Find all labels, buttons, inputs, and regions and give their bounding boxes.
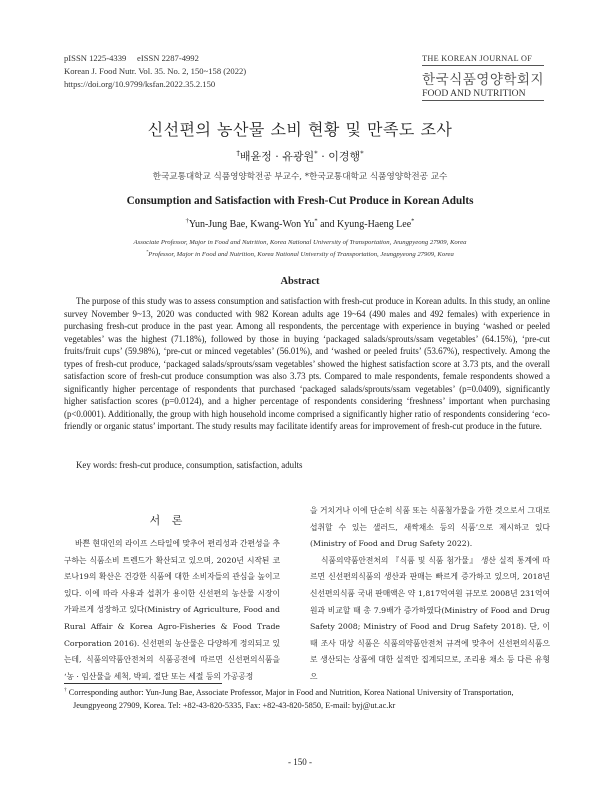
corresponding-mark: † bbox=[185, 217, 189, 225]
authors-english bbox=[0, 219, 600, 230]
footnote-divider bbox=[64, 683, 222, 684]
author-names: Yun-Jung Bae, Kwang-Won Yu bbox=[188, 219, 315, 230]
affiliation-korean: 한국교통대학교 식품영양학전공 부교수, *한국교통대학교 식품영양학전공 교수 bbox=[152, 172, 448, 182]
paragraph: 을 거치거나 이에 단순히 식품 또는 식품첨가물을 가한 것으로서 그대로 섭취할 수 있는 샐러드, 새싹채소 등의 식품’으로 제시하고 있다(Ministry of Food and Drug Safety 2022). bbox=[310, 506, 550, 549]
publication-metadata bbox=[64, 52, 246, 91]
footnote-line-2: Jeungpyeong 27909, Korea. Tel: +82-43-820-5335, Fax: +82-43-820-5850, E-mail: byj@ut.ac.kr bbox=[73, 701, 396, 711]
affiliation-mark: * bbox=[314, 148, 318, 158]
affiliation-mark: * bbox=[360, 148, 364, 158]
paper-title-english: Consumption and Satisfaction with Fresh-Cut Produce in Korean Adults bbox=[126, 195, 474, 207]
corresponding-author-footnote bbox=[64, 686, 550, 712]
author-last: · 이경행 bbox=[317, 150, 361, 163]
affiliation-mark: * bbox=[146, 248, 149, 254]
affiliation-english-1: Associate Professor, Major in Food and Nutrition, Korea National University of Transportation, Jeungpyeong 27909, Korea bbox=[133, 239, 467, 246]
page-number: - 150 - bbox=[288, 757, 312, 767]
affiliation-text: Professor, Major in Food and Nutrition, Korea National University of Transportation, Jeungpyeong 27909, Korea bbox=[148, 251, 454, 258]
footnote-text: Corresponding author: Yun-Jung Bae, Associate Professor, Major in Food and Nutrition, Korea National University of Transportation, bbox=[66, 688, 514, 697]
citation-line: Korean J. Food Nutr. Vol. 35. No. 2, 150~158 (2022) bbox=[64, 66, 247, 76]
abstract-body: The purpose of this study was to assess consumption and satisfaction with fresh-cut produce in Korean adults. In this study, an online survey November 9~13, 2020 was conducted with 982 Korean adults age 19~64 (490 males and 492 females) with experience in purchasing fresh-cut produce in the past year. Among all respondents, the percentage with experience in buying ‘washed or peeled vegetables’ was the highest (71.18%), followed by those in buying ‘packaged salads/sprouts/ssam vegetables’ (64.15%), ‘pre-cut fruits/fruit cups’ (59.98%), ‘pre-cut or minced vegetables’ (56.01%), and ‘washed or peeled fruits’ (53.67%), respectively. Among the types of fresh-cut produce, ‘packaged salads/sprouts/ssam vegetables’ showed the highest satisfaction score at 3.73 pts, and the overall satisfaction score of fresh-cut produce consumption was also 3.73 pts. Compared to male respondents, female respondents showed a significantly higher percentage of respondents that purchased ‘packaged salads/sprouts/ssam vegetables’ (p=0.0409), significantly higher satisfaction scores (p=0.0124), and a higher percentage of respondents considering ‘freshness’ important when purchasing (p<0.0001). Additionally, the group with high household income comprised a significantly higher ratio of respondents considering ‘eco-friendly or organic status’ important. The study results may facilitate identify areas for improvement of fresh-cut produce in the future. bbox=[64, 296, 550, 432]
author-names: 배윤정 · 유광원 bbox=[239, 150, 315, 163]
issn-line: pISSN 1225-4339 eISSN 2287-4992 bbox=[64, 53, 199, 63]
journal-name-en-bottom: FOOD AND NUTRITION bbox=[422, 88, 544, 101]
corresponding-mark: † bbox=[64, 687, 67, 694]
paragraph: 식품의약품안전처의 『식품 및 식품 첨가물』 생산 실적 통계에 따르면 신선편의식품의 생산과 판매는 빠르게 증가하고 있으며, 2018년 신선편의식품 국내 판매액은 약 1,817억여원 규모로 2008년 231억여원과 비교할 때 총 7.9배가 증가하였다(Ministry of Food and Drug Safety 2008; Ministry of Food and Drug Safety 2018). 단, 이 때 조사 대상 식품은 식품의약품안전처 규격에 맞추어 신선편의식품으로 생산되는 상품에 대한 실적만 집계되므로, 조리용 채소 등 다른 유형으 bbox=[310, 555, 550, 681]
doi-link[interactable]: https://doi.org/10.9799/ksfan.2022.35.2.150 bbox=[64, 79, 216, 89]
journal-name-en-top: THE KOREAN JOURNAL OF bbox=[422, 54, 544, 66]
affiliation-english-2 bbox=[0, 248, 600, 258]
abstract-heading: Abstract bbox=[280, 276, 320, 287]
body-column-left: 바쁜 현대인의 라이프 스타일에 맞추어 편리성과 간편성을 추구하는 식품소비 트렌드가 확산되고 있으며, 2020년 시작된 코로나19의 확산은 건강한 식품에 대한 소비자들의 관심을 높이고 있다. 이에 따라 사용과 섭취가 용이한 신선편의 농산물 시장이 가파르게 성장하고 있다(Ministry of Agriculture, Food and Rural Affair & Korea Agro-Fisheries & Food Trade Corporation 2016). 신선편의 농산물은 다양하게 정의되고 있는데, 식품의약품안전처의 식품공전에 따르면 신선편의식품을 ‘농 · 임산물을 세척, 박피, 절단 또는 세절 등의 가공공정 bbox=[64, 539, 280, 681]
corresponding-mark: † bbox=[236, 148, 240, 158]
paper-title-korean: 신선편의 농산물 소비 현황 및 만족도 조사 bbox=[147, 120, 453, 139]
authors-korean bbox=[0, 148, 600, 164]
affiliation-mark: * bbox=[314, 217, 318, 225]
author-last: and Kyung-Haeng Lee bbox=[317, 219, 412, 230]
journal-name-ko: 한국식품영양학회지 bbox=[422, 72, 544, 88]
affiliation-mark: * bbox=[411, 217, 415, 225]
journal-logo bbox=[422, 54, 544, 101]
body-column-right bbox=[310, 503, 550, 686]
keywords: Key words: fresh-cut produce, consumption, satisfaction, adults bbox=[76, 460, 303, 470]
footnote-line-1 bbox=[64, 686, 550, 699]
section-heading-introduction: 서 론 bbox=[149, 514, 187, 527]
